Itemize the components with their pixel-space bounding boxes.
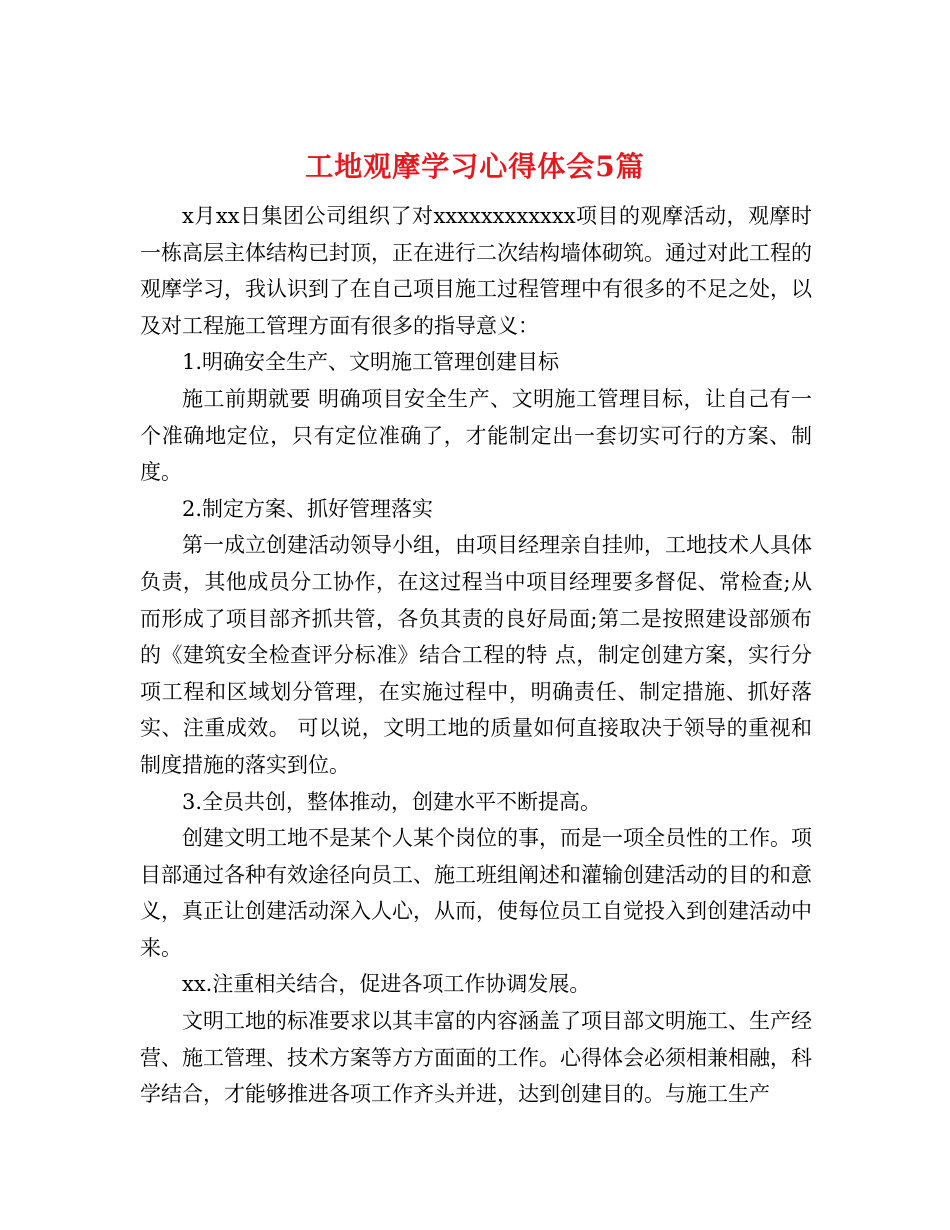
section-heading-1: 1.明确安全生产、文明施工管理创建目标 bbox=[182, 350, 560, 375]
document-title: 工地观摩学习心得体会5篇 bbox=[305, 149, 645, 183]
section-heading-4: xx.注重相关结合，促进各项工作协调发展。 bbox=[182, 972, 591, 997]
section-paragraph-3: 创建文明工地不是某个人某个岗位的事，而是一项全员性的工作。项目部通过各种有效途径向员工、施工班组阐述和灌输创建活动的目的和意义，真正让创建活动深入人心，从而，使每位员工自觉投入到创建活动中来。 bbox=[140, 826, 812, 960]
document-body bbox=[140, 198, 812, 1113]
section-paragraph-2: 第一成立创建活动领导小组，由项目经理亲自挂帅，工地技术人具体负责，其他成员分工协作，在这过程当中项目经理要多督促、常检查;从而形成了项目部齐抓共管，各负其责的良好局面;第二是按照建设部颁布的《建筑安全检查评分标准》结合工程的特 点，制定创建方案，实行分项工程和区域划分管理，在实施过程中，明确责任、制定措施、抓好落实、注重成效。 可以说，文明工地的质量如何直接取决于领导的重视和制度措施的落实到位。 bbox=[140, 533, 812, 777]
section-heading-2: 2.制定方案、抓好管理落实 bbox=[182, 496, 434, 521]
section-paragraph-4: 文明工地的标准要求以其丰富的内容涵盖了项目部文明施工、生产经营、施工管理、技术方案等方方面面的工作。心得体会必须相兼相融，科学结合，才能够推进各项工作齐头并进，达到创建目的。与施工生产 bbox=[140, 1009, 812, 1107]
section-paragraph-1: 施工前期就要 明确项目安全生产、文明施工管理目标，让自己有一个准确地定位，只有定位准确了，才能制定出一套切实可行的方案、制度。 bbox=[140, 386, 812, 485]
section-heading-3: 3.全员共创，整体推动，创建水平不断提高。 bbox=[182, 789, 602, 814]
intro-paragraph: x月xx日集团公司组织了对xxxxxxxxxxxx项目的观摩活动，观摩时一栋高层主体结构已封顶，正在进行二次结构墙体砌筑。通过对此工程的观摩学习，我认识到了在自己项目施工过程管理中有很多的不足之处，以及对工程施工管理方面有很多的指导意义： bbox=[140, 204, 812, 338]
